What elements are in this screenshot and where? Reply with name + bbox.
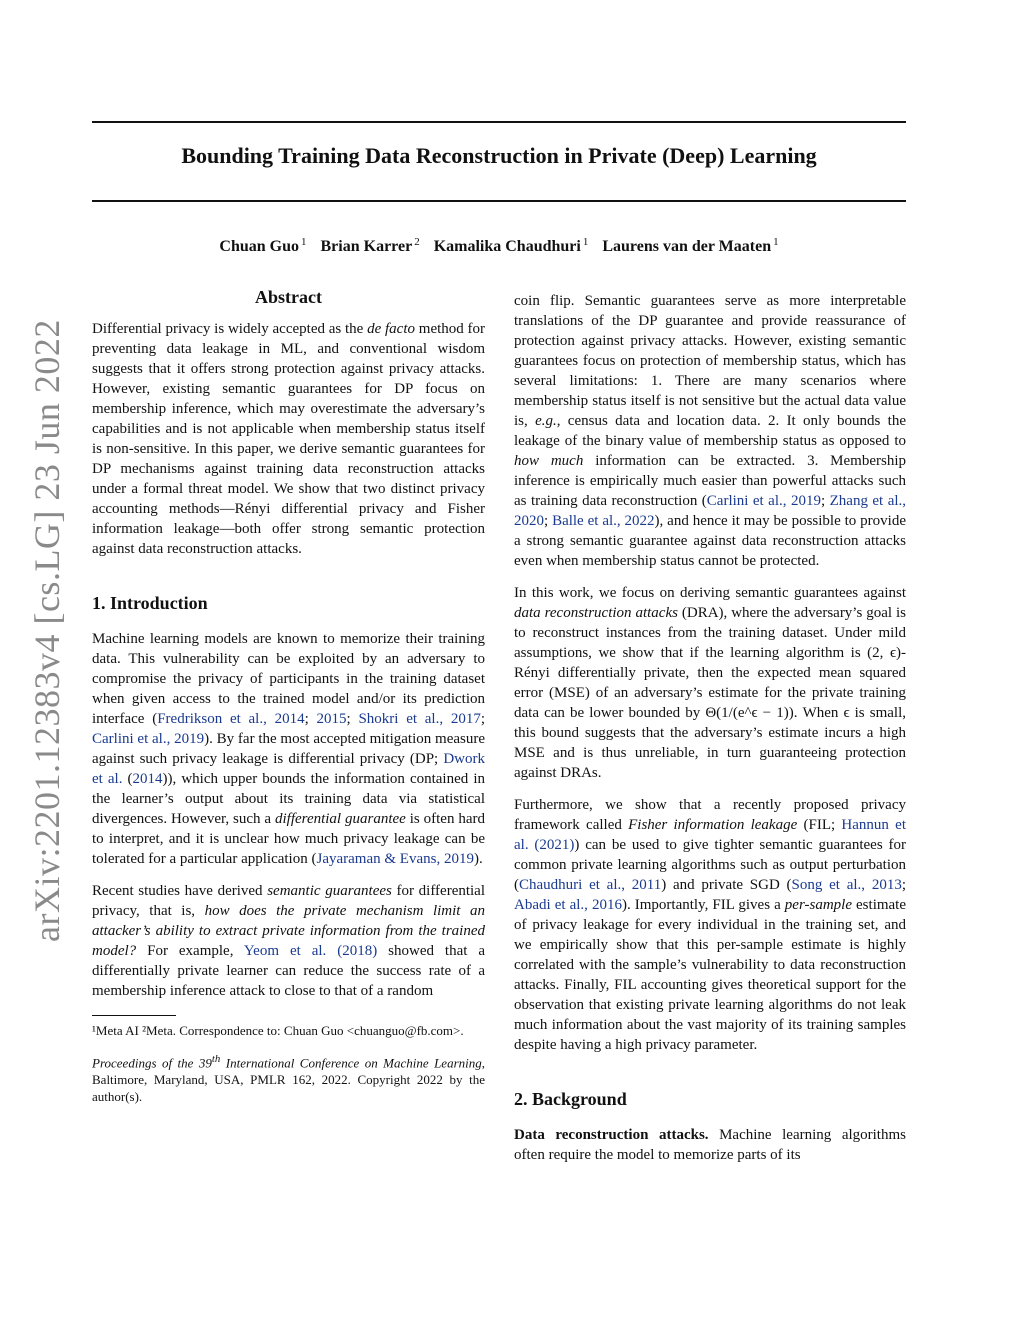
citation-link[interactable]: Abadi et al., 2016 [514, 897, 622, 913]
arxiv-identifier: arXiv:2201.12383v4 [cs.LG] 23 Jun 2022 [27, 319, 67, 942]
citation-link[interactable]: Dwork et al. [92, 751, 485, 787]
section-heading-introduction: 1. Introduction [92, 593, 208, 613]
citation-link[interactable]: Chaudhuri et al., 2011 [519, 877, 662, 893]
citation-link[interactable]: Hannun et al. (2021) [514, 817, 906, 853]
right-paragraph-1: coin flip. Semantic guarantees serve as more interpretable translations of the DP guarantee and provide reassurance of protection against privacy attacks. However, existing semantic guarantees focus on protection of membership status, which has several limitations: 1. There are many scenarios where membership status itself is not sensitive but the actual data value is, e.g., census data and location data. 2. It only bounds the leakage of the binary value of membership status as opposed to how much information can be extracted. 3. Membership inference is empirically much easier than powerful attacks such as training data reconstruction (Carlini et al., 2019; Zhang et al., 2020; Balle et al., 2022), and hence it may be possible to provide a strong semantic guarantee against data reconstruction attacks even when membership status cannot be protected. [514, 293, 907, 569]
footnote-rule [92, 1015, 176, 1016]
title-rule-top [92, 121, 906, 123]
background-paragraph-1: Data reconstruction attacks. Machine learning algorithms often require the model to memorize parts of its [514, 1127, 906, 1163]
citation-link[interactable]: Fredrikson et al., 2014 [157, 711, 305, 727]
intro-paragraph-2: Recent studies have derived semantic guarantees for differential privacy, that is, how does the private mechanism limit an attacker’s ability to extract private information from the trained model? For example, Yeom et al. (2018) showed that a differentially private learner can reduce the success rate of a membership inference attack to close to that of a random [92, 883, 486, 999]
section-heading-background: 2. Background [514, 1089, 627, 1109]
intro-paragraph-1: Machine learning models are known to memorize their training data. This vulnerability can be exploited by an adversary to compromise the privacy of participants in the training dataset when given access to the trained model and/or its prediction interface (Fredrikson et al., 2014; 2015; Shokri et al., 2017; Carlini et al., 2019). By far the most accepted mitigation measure against such privacy leakage is differential privacy (DP; Dwork et al. (2014)), which upper bounds the information contained in the learner’s output about its training data via statistical divergences. However, such a differential guarantee is often hard to interpret, and it is unclear how much privacy leakage can be tolerated for a particular application (Jayaraman & Evans, 2019). [92, 631, 486, 867]
author: Chuan Guo $^1$ [219, 236, 307, 256]
right-paragraph-3: Furthermore, we show that a recently proposed privacy framework called Fisher information leakage (FIL; Hannun et al. (2021)) can be used to give tighter semantic guarantees for common private learning algorithms such as output perturbation (Chaudhuri et al., 2011) and private SGD (Song et al., 2013; Abadi et al., 2016). Importantly, FIL gives a per-sample estimate of privacy leakage for every individual in the training set, and we empirically show that this per-sample estimate is highly correlated with the sample’s vulnerability to data reconstruction attacks. Finally, FIL accounting gives theoretical support for the observation that existing private learning algorithms do not leak much information about the vast majority of its training samples despite having a high privacy parameter. [514, 797, 907, 1053]
author-list [92, 236, 906, 256]
citation-link[interactable]: 2015 [316, 711, 347, 727]
right-column [514, 291, 906, 1177]
proceedings-note: Proceedings of the 39th International Conference on Machine Learning, Baltimore, Maryland, USA, PMLR 162, 2022. Copyright 2022 by the author(s). [92, 1053, 485, 1105]
abstract-heading: Abstract [255, 287, 322, 307]
affiliation-footnote: ¹Meta AI ²Meta. Correspondence to: Chuan Guo <chuanguo@fb.com>. [92, 1023, 464, 1038]
left-column [92, 287, 485, 1117]
citation-link[interactable]: Song et al., 2013 [791, 877, 902, 893]
citation-link[interactable]: Shokri et al., 2017 [358, 711, 481, 727]
citation-link[interactable]: Jayaraman & Evans, 2019 [316, 851, 474, 867]
citation-link[interactable]: Balle et al., 2022 [552, 513, 655, 529]
citation-link[interactable]: Yeom et al. (2018) [243, 943, 378, 959]
citation-link[interactable]: Carlini et al., 2019 [92, 731, 205, 747]
author: Brian Karrer $^2$ [320, 236, 420, 256]
citation-link[interactable]: Zhang et al., 2020 [514, 493, 907, 529]
citation-link[interactable]: 2014 [132, 771, 163, 787]
title-rule-bottom [92, 200, 906, 202]
author: Kamalika Chaudhuri $^1$ [433, 236, 589, 256]
abstract-text: Differential privacy is widely accepted as the de facto method for preventing data leakage in ML, and conventional wisdom suggests that it offers strong protection against privacy attacks. However, existing semantic guarantees for DP focus on membership inference, which may overestimate the adversary’s capabilities and is not applicable when membership status itself is non-sensitive. In this paper, we derive semantic guarantees for DP mechanisms against training data reconstruction attacks under a formal threat model. We show that two distinct privacy accounting methods—Rényi differential privacy and Fisher information leakage—both offer strong semantic protection against data reconstruction attacks. [92, 321, 486, 557]
citation-link[interactable]: Carlini et al., 2019 [706, 493, 821, 509]
author: Laurens van der Maaten $^1$ [602, 236, 779, 256]
paper-title: Bounding Training Data Reconstruction in Private (Deep) Learning [181, 143, 817, 168]
right-paragraph-2: In this work, we focus on deriving semantic guarantees against data reconstruction attacks (DRA), where the adversary’s goal is to reconstruct instances from the training dataset. Under mild assumptions, we show that if the learning algorithm is (2, ϵ)-Rényi differentially private, then the expected mean squared error (MSE) of an adversary’s estimate for the private training data can be lower bounded by Θ(1/(e^ϵ − 1)). When ϵ is small, this bound suggests that the adversary’s estimate incurs a high MSE and is thus unreliable, in turn guaranteeing protection against DRAs. [514, 585, 906, 781]
